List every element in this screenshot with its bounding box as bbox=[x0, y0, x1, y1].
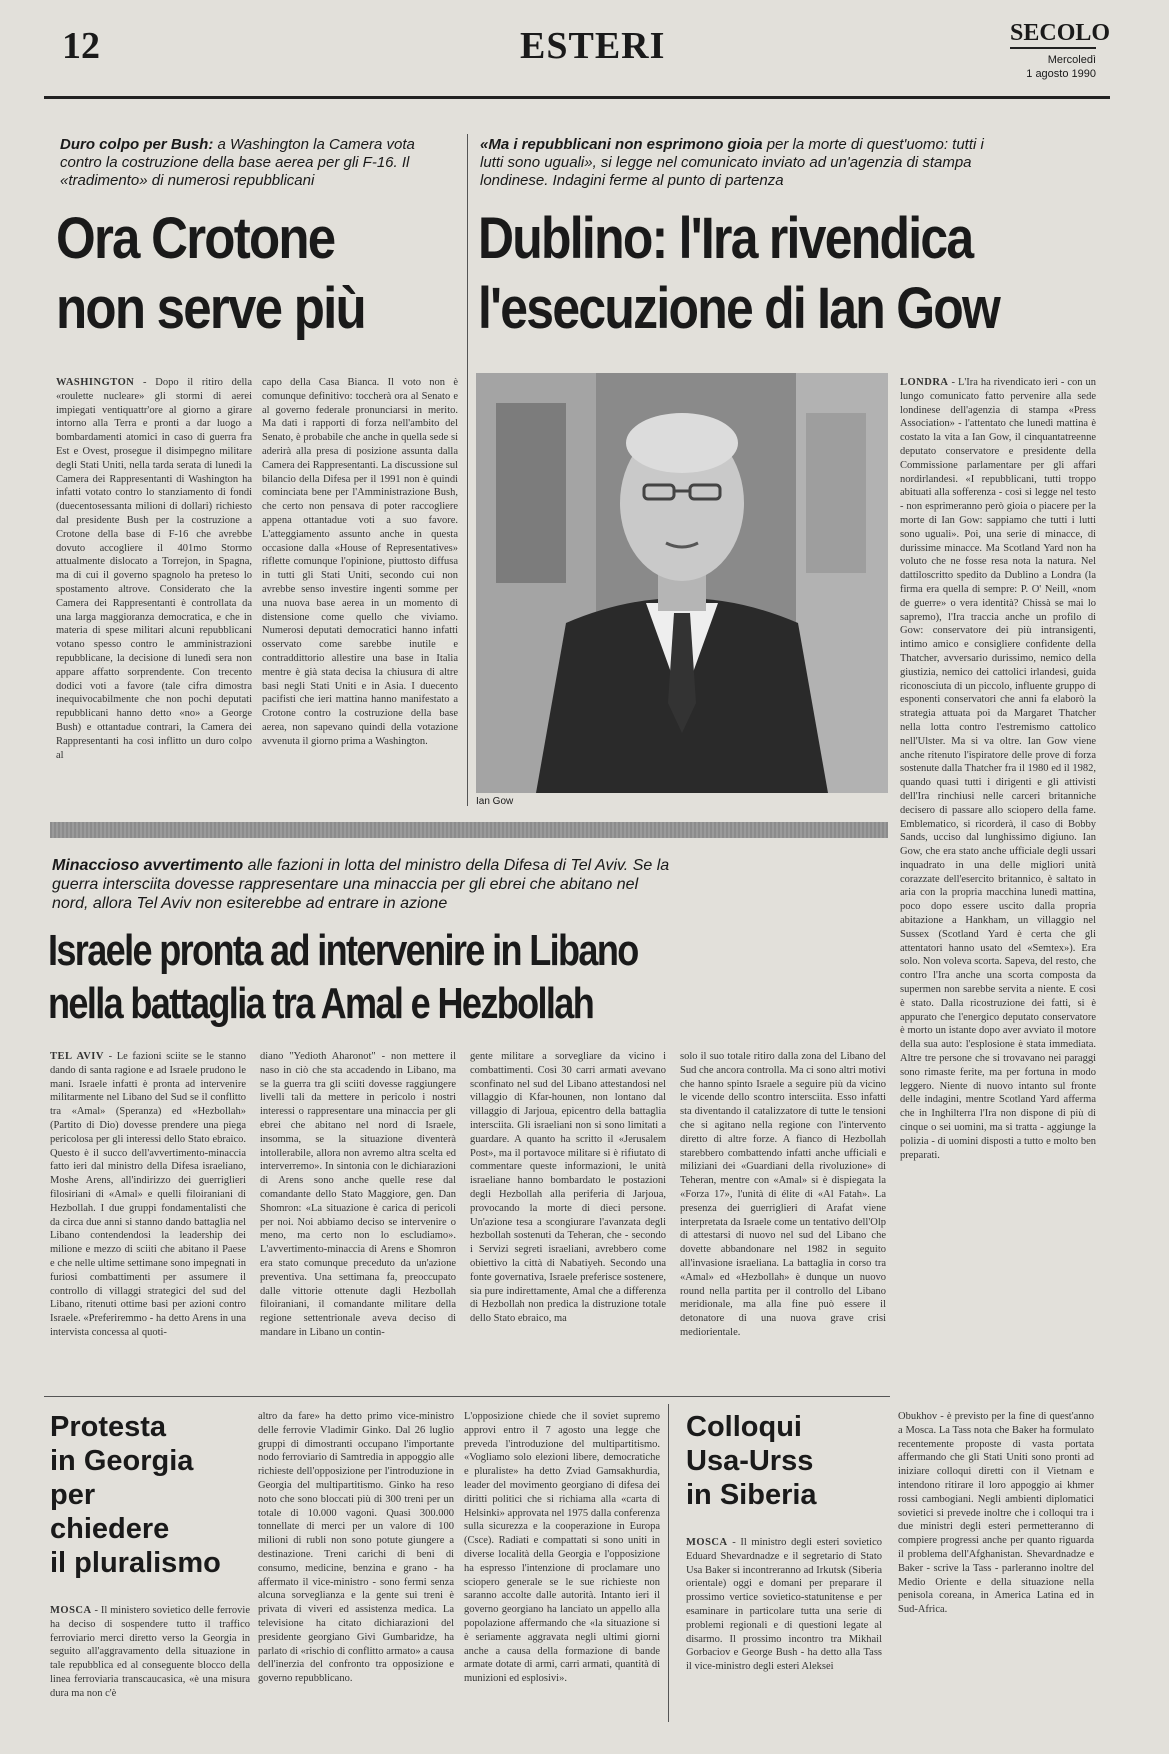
ira-headline-line1: Dublino: l'Ira rivendica bbox=[478, 206, 973, 271]
ian-gow-photo bbox=[476, 373, 888, 793]
israele-headline bbox=[48, 924, 786, 1030]
ira-column-1 bbox=[900, 376, 1096, 1560]
crotone-kicker bbox=[60, 136, 460, 190]
georgia-dateline: MOSCA bbox=[50, 1605, 92, 1616]
crotone-column-2 bbox=[262, 376, 458, 810]
georgia-body-3: L'opposizione chiede che il soviet supremo approvi entro il 7 agosto una legge che preveda l'introduzione del multipartitismo. «Vogliamo solo elezioni libere, democratiche e pluraliste» ha detto Zviad Gamsakhurdia, leader del movimento georgiano di difesa dei diritti politici che si richiama alla «carta di Helsinki» approvata nel 1975 dalla conferenza sulla sicurezza e la cooperazione in Europa (Csce). Radiati e compattati si sono uniti in diverse località della Georgia e l'opposizione ha espresso l'intenzione di proclamare uno sciopero generale se le sue richieste non saranno accolte dalle autorità. Intanto ieri il governo georgiano ha lanciato un appello alla popolazione affermando che «la situazione si è seriamente aggravata negli ultimi giorni anche a causa della formazione di bande armate dotate di armi, carri armati, quantità di munizioni ed esplosivi». bbox=[464, 1411, 660, 1685]
colloqui-body-2: Obukhov - è previsto per la fine di quest'anno a Mosca. La Tass nota che Baker ha formulato recentemente proposte di vasta portata affermando che gli Stati Uniti sono pronti ad iniziare colloqui diretti con il Vietnam e intendono ritirare il loro appoggio ai khmer rossi cambogiani. Negli ambienti diplomatici sovietici si prevede inoltre che i colloqui tra i due ministri degli esteri permetteranno di compiere progressi anche per quanto riguarda il problema dell'Afghanistan. Shevardnadze e Baker - scrive la Tass - parleranno inoltre del Medio Oriente e della situazione nella penisola coreana, in America Latina ed in Sud-Africa. bbox=[898, 1411, 1094, 1616]
crotone-kicker-bold: Duro colpo per Bush: bbox=[60, 136, 214, 153]
ira-dateline: LONDRA bbox=[900, 377, 949, 388]
georgia-headline-line5: il pluralismo bbox=[50, 1547, 221, 1579]
georgia-body-2: altro da fare» ha detto primo vice-ministro delle ferrovie Vladimir Ginko. Dal 26 luglio gruppi di dimostranti occupano l'importante nodo ferroviario di Samtredia in appoggio alle richieste dell'opposizione per l'introduzione in Georgia del multipartitismo. Ginko ha reso noto che sono bloccati più di 300 treni per un totale di 10.000 vagoni. Quasi 300.000 tonnellate di merci per un valore di 100 milioni di rubli non sono potute giungere a destinazione. Treni carichi di beni di consumo, medicine, benzina e grano - ha affermato il vice-ministro - sono fermi senza alcuna sorveglianza e la gente sui treni è privata di viveri ed assistenza medica. La televisione ha citato dichiarazioni del presidente georgiano Givi Gumbaridze, ha parlato di «rischio di conflitto armato» a causa dell'inerzia del confronto tra opposizione e governo repubblicano. bbox=[258, 1411, 454, 1685]
georgia-headline-line3: per bbox=[50, 1479, 96, 1511]
masthead-rule bbox=[44, 96, 1110, 99]
israele-headline-line2: nella battaglia tra Amal e Hezbollah bbox=[48, 979, 594, 1028]
column-divider bbox=[467, 134, 468, 806]
colloqui-headline-line1: Colloqui bbox=[686, 1411, 802, 1443]
israele-body-3: gente militare a sorvegliare da vicino i combattimenti. Così 30 carri armati avevano sconfinato nel sud del Libano attestandosi nel villaggio di Kfar-hounen, non lontano dal villaggio di Jarjoua, epicentro della battaglia intersciita. Gli israeliani non si sono limitati a guardare. A quanto ha scritto il «Jerusalem Post», ma il portavoce militare si è rifiutato di commentare queste informazioni, le unità israeliane hanno bombardato le postazioni degli Hezbollah alla periferia di Jarjoua, provocando la morte di dieci persone. Un'azione tesa a scongiurare l'avanzata degli hezbollah sostenuti da Teheran, che - secondo i Servizi segreti israeliani, avrebbero come obiettivo la città di Nabatiyeh. Secondo una fonte governativa, Israele preferisce sostenere, sia pure indirettamente, Amal che a differenza di Hezbollah non predica la distruzione totale dello Stato ebraico, ma bbox=[470, 1051, 666, 1325]
crotone-column-1 bbox=[56, 376, 252, 810]
ira-kicker-bold: «Ma i repubblicani non esprimono gioia bbox=[480, 136, 763, 153]
crotone-body-1: - Dopo il ritiro della «roulette nucleare» gli stormi di aerei impiegati ventiquattr'ore al giorno a girare intorno alla Terra e pronti a dar luogo a bombardamenti atomici in caso di guerra fra Est e Ovest, prosegue il disimpegno militare degli Stati Uniti, nella tarda serata di lunedì la Camera dei Rappresentanti di Washington ha infatti votato contro lo stanziamento di fondi (duecentosessanta milioni di dollari) richiesto dal presidente Bush per la costruzione a Crotone della base di F-16 che avrebbe dovuto accogliere il 401mo Stormo attualmente dislocato a Torrejon, in Spagna, ma di cui il governo spagnolo ha preteso lo spostamento altrove. Considerato che la Camera dei Rappresentanti è controllata da una larga maggioranza democratica, e che in materia di spese militari alcuni repubblicani votano spesso contro le amministrazioni repubblicane, la decisione di lunedì sera non appare affatto sorprendente. Con trecento dodici voti a favore (tale cifra dimostra inequivocabilmente che non pochi deputati repubblicani hanno detto «no» a George Bush) e ottantadue contrari, la Camera dei Rappresentanti ha così inflitto un duro colpo al bbox=[56, 377, 252, 761]
colloqui-headline-line3: in Siberia bbox=[686, 1479, 817, 1511]
colloqui-column-1 bbox=[686, 1536, 882, 1726]
georgia-headline-line1: Protesta bbox=[50, 1411, 167, 1443]
section-separator-bar bbox=[50, 822, 888, 838]
georgia-column-3 bbox=[464, 1410, 660, 1726]
crotone-headline bbox=[56, 204, 417, 344]
colloqui-body-1: - Il ministro degli esteri sovietico Eduard Shevardnadze e il segretario di Stato Usa Baker si incontreranno ad Irkutsk (Siberia orientale) oggi e domani per preparare il prossimo vertice sovietico-statunitense e per esaminare in particolare tutta una serie di problemi regionali e di questioni legate al disarmo. Il prossimo incontro tra Mikhail Gorbaciov e George Bush - ha detto alla Tass il vice-ministro degli esteri Aleksei bbox=[686, 1537, 882, 1673]
ira-headline-line2: l'esecuzione di Ian Gow bbox=[478, 276, 1000, 341]
crotone-dateline: WASHINGTON bbox=[56, 377, 135, 388]
ira-headline bbox=[478, 204, 1080, 344]
georgia-headline-line2: in Georgia bbox=[50, 1445, 194, 1477]
page-number: 12 bbox=[62, 25, 100, 67]
israele-body-4: solo il suo totale ritiro dalla zona del Libano del Sud che ancora controlla. Ma ci sono altri motivi che hanno spinto Israele a seguire più da vicino le vicende dello scontro intersciita. Esso infatti sta diventando il catalizzatore di tutte le tensioni che si agitano nella regione con l'intervento diretto di altre forze. A fianco di Hezbollah starebbero combattendo infatti anche ufficiali e miliziani dei «Guardiani della rivoluzione» di Teheran, mentre con «Amal» si è dispiegata la «Forza 17», l'unità di élite di «Al Fatah». La presenza dei guerriglieri di Arafat viene interpretata da Israele come un tentativo dell'Olp di attestarsi di nuovo nel sud del Libano che dovette abbandonare nel 1982 in seguito all'invasione israeliana. La battaglia in corso tra «Amal» ed «Hezbollah» è dunque un nuovo round nella partita per il controllo del Libano meridionale, ma alla fine può essere il detonatore di una nuova grave crisi mediorientale. bbox=[680, 1051, 886, 1338]
israele-body-2: diano "Yedioth Aharonot" - non mettere il naso in ciò che sta accadendo in Libano, ma se la guerra tra gli sciiti dovesse raggiungere livelli tali da mettere in pericolo i nostri interessi o rappresentare una minaccia per gli ebrei che abitano nel nord di Israele, insomma, se la situazione diventerà intollerabile, allora non avremo altra scelta ed interverremo». In sintonia con le dichiarazioni di Arens sono anche quelle rese dal comandante dello Stato Maggiore, gen. Dan Shomron: «La situazione è carica di pericoli per noi. Noi abbiamo deciso se intervenire o meno, ma certo non lo escludiamo». L'avvertimento-minaccia di Arens e Shomron era stato comunque preceduto da un'azione preventiva. Una settimana fa, preoccupato dalle vittorie ottenute dagli Hezbollah filoiraniani, il comandante militare della regione settentrionale aveva deciso di mandare in Libano un contin- bbox=[260, 1051, 456, 1338]
crotone-headline-line2: non serve più bbox=[56, 276, 365, 341]
newspaper-name: SECOLO bbox=[1010, 20, 1096, 49]
ira-kicker bbox=[480, 136, 1000, 190]
colloqui-headline-line2: Usa-Urss bbox=[686, 1445, 814, 1477]
colloqui-column-2 bbox=[898, 1410, 1094, 1726]
israele-column-2 bbox=[260, 1050, 456, 1386]
georgia-column-2 bbox=[258, 1410, 454, 1726]
georgia-headline-line4: chiedere bbox=[50, 1513, 170, 1545]
bottom-column-divider bbox=[668, 1404, 669, 1722]
crotone-kicker-text: a Washington la Camera vota contro la costruzione della base aerea per gli F-16. Il «tradimento» di numerosi repubblicani bbox=[60, 136, 415, 189]
israele-dateline: TEL AVIV bbox=[50, 1051, 104, 1062]
crotone-headline-line1: Ora Crotone bbox=[56, 206, 335, 271]
ira-body-1: - L'Ira ha rivendicato ieri - con un lungo comunicato fatto pervenire alla sede londinese dell'agenzia di stampa «Press Association» - l'attentato che lunedì mattina è costato la vita a Ian Gow, il cinquantatreenne deputato conservatore e presidente della Commissione parlamentare per gli affari nordirlandesi. «I repubblicani, tutti troppo abituati alla sofferenza - così si legge nel testo - non esprimeranno però gioia o piacere per la morte di Ian Gow: sappiamo che tutti i lutti sono uguali». Poi, una serie di minacce, di durissime minacce. Ma Scotland Yard non ha voluto che ne fosse resa nota la natura. Nel dattiloscritto spedito da Dublino a Londra (la firma era quella di sempre: P. O' Neill, «nom de guerre» o vera identità? Chissà se mai lo sapremo), l'Ira traccia anche un profilo di Gow: conservatore dei più intransigenti, intimo amico e consigliere confidente della Thatcher, avversario durissimo, nemico della giustizia, nemico dei cattolici irlandesi, guida riconosciuta di un piccolo, influente gruppo di esponenti conservatori che anni fa elaborò la strategia attuata poi da Margaret Thatcher nella lotta contro l'estremismo cattolico nell'Ulster. Ma si va oltre. Ian Gow viene anche ritenuto l'ispiratore delle prove di forza sostenute dalla Thatcher fra il 1980 ed il 1982, quando quasi tutti i dirigenti e gli attivisti dell'Ira rinchiusi nelle carceri britanniche decisero di passare allo sciopero della fame. Emblematico, si ricorderà, il caso di Bobby Sands, ucciso dal lunghissimo digiuno. Ian Gow, che era stato anche ufficiale degli ussari inquadrato in una delle migliori unità corazzate dell'esercito britannico, è saltato in aria con la propria macchina lunedì mattina, poco dopo essere uscito dalla propria abitazione a Hankham, un villaggio nel Sussex (Scotland Yard è certa che gli attentatori hanno usato del «Semtex»). Era solo. Non voleva scorta. Sapeva, del resto, che contro l'Ira anche una scorta composta da supermen non sarebbe servita a niente. E così è stato. Dalla ricostruzione dei fatti, si è appurato che l'energico deputato conservatore è morto un istante dopo aver avviato il motore della sua auto: l'esplosione è stata immediata. Altre tre persone che si trovavano nei paraggi sono rimaste ferite, ma per fortuna in modo leggero. Niente di nuovo intanto sul fronte delle indagini, mentre Scotland Yard afferma che in Inghilterra l'Ira non dispone di più di cinque o sei uomini, ma si tratta - aggiunge la polizia - di uomini disposti a tutto e molto ben preparati. bbox=[900, 377, 1096, 1161]
israele-column-4 bbox=[680, 1050, 886, 1386]
issue-date: 1 agosto 1990 bbox=[1026, 68, 1096, 80]
colloqui-dateline: MOSCA bbox=[686, 1537, 728, 1548]
crotone-body-2: capo della Casa Bianca. Il voto non è comunque definitivo: toccherà ora al Senato e al governo federale pronunciarsi in merito. Ma dati i rapporti di forza nell'ambito del Senato, è probabile che anche in quella sede si aderirà alla presa di posizione assunta dalla Camera dei Rappresentanti. La discussione sul bilancio della Difesa per il 1991 non è quindi cominciata bene per l'Amministrazione Bush, che certo non pensava di poter raccogliere appena ottantadue voti a suo favore. L'atteggiamento assunto anche in questa occasione dalla «House of Representatives» riflette comunque l'opinione, piuttosto diffusa in tutti gli Stati Uniti, secondo cui non avrebbe senso investire ingenti somme per una nuova base aerea in un momento di distensione come quello che viviamo. Numerosi deputati democratici hanno infatti osservato come sarebbe inutile e contraddittorio allestire una base in Italia mentre è già stata decisa la chiusura di altre basi negli Stati Uniti e in Asia. I duecento pacifisti che ieri mattina hanno manifestato a Crotone contro la costruzione della base aerea, non sapevano quindi della votazione avvenuta il giorno prima a Washington. bbox=[262, 377, 458, 747]
israele-kicker-text: alle fazioni in lotta del ministro della Difesa di Tel Aviv. Se la guerra intersciita dovesse rappresentare una minaccia per gli ebrei che abitano nel nord, allora Tel Aviv non esiterebbe ad entrare in azione bbox=[52, 857, 670, 912]
israele-kicker-bold: Minaccioso avvertimento bbox=[52, 857, 244, 874]
ira-kicker-text: per la morte di quest'uomo: tutti i lutti sono uguali», si legge nel comunicato inviato ad un'agenzia di stampa londinese. Indagini ferme al punto di partenza bbox=[480, 136, 984, 189]
colloqui-headline bbox=[686, 1410, 886, 1512]
photo-caption: Ian Gow bbox=[476, 796, 514, 807]
georgia-column-1 bbox=[50, 1604, 250, 1724]
israele-headline-line1: Israele pronta ad intervenire in Libano bbox=[48, 926, 638, 975]
issue-day: Mercoledì bbox=[1047, 54, 1096, 66]
georgia-headline bbox=[50, 1410, 260, 1580]
israele-body-1: - Le fazioni sciite se le stanno dando di santa ragione e ad Israele prudono le mani. Israele infatti è pronta ad intervenire militarmente nel Libano del Sud se il conflitto tra «Amal» (Speranza) ed «Hezbollah» (Partito di Dio) dovesse prendere una piega pericolosa per gli interessi dello Stato ebraico. Questo è il succo dell'avvertimento-minaccia fatto ieri dal ministro della Difesa israeliano, Moshe Arens, all'indirizzo dei guerriglieri filosiriani di «Amal» e quelli filoiraniani di Hezbollah. I due gruppi fondamentalisti che da circa due anni si stanno dando battaglia nel Libano contendendosi la leadership dei milione e mezzo di sciiti che abitano il Paese e che nelle ultime settimane sono impegnati in furiosi combattimenti per assumere il controllo di villaggi strategici del sud del Libano, ritenuti ottime basi per azioni contro Israele. «Preferiremmo - ha detto Arens in una intervista concessa al quoti- bbox=[50, 1051, 246, 1338]
portrait-illustration bbox=[476, 373, 888, 793]
bottom-section-rule bbox=[44, 1396, 890, 1397]
israele-column-3 bbox=[470, 1050, 666, 1386]
israele-column-1 bbox=[50, 1050, 246, 1386]
georgia-body-1: - Il ministero sovietico delle ferrovie ha deciso di sospendere tutto il traffico ferroviario merci diretto verso la Georgia in seguito all'aggravamento della situazione in tale repubblica ed al conseguente blocco della linea ferroviaria transcaucasica, «è una misura dura ma non c'è bbox=[50, 1605, 250, 1699]
section-title: ESTERI bbox=[520, 25, 666, 67]
israele-kicker bbox=[52, 856, 672, 913]
